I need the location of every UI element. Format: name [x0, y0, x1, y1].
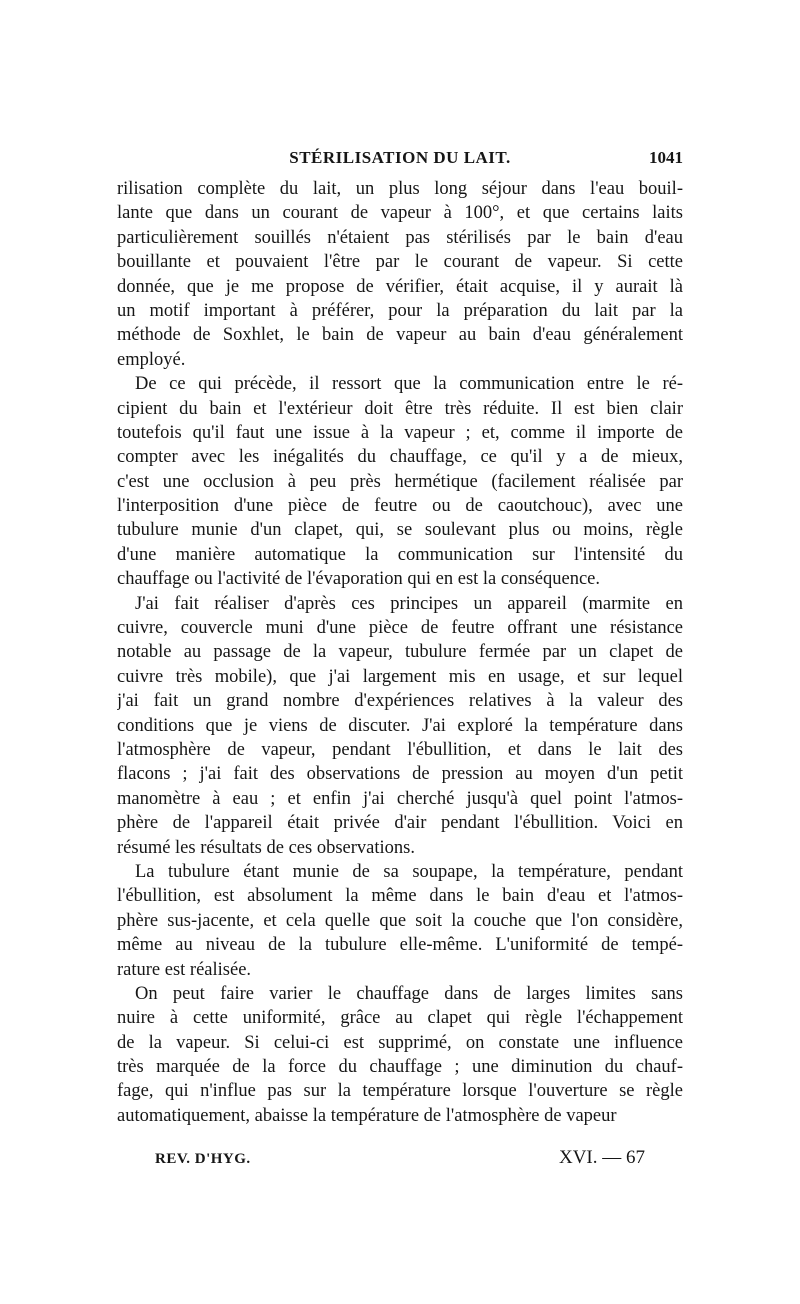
- paragraph: [117, 177, 683, 372]
- text-line: notable au passage de la vapeur, tubulure fermée par un clapet de: [117, 642, 683, 663]
- volume-signature: XVI. — 67: [558, 1147, 645, 1168]
- text-line: c'est une occlusion à peu près hermétique (facilement réalisée par: [117, 471, 683, 492]
- text-line: conditions que je viens de discuter. J'ai exploré la température dans: [117, 715, 683, 736]
- text-line: On peut faire varier le chauffage dans de larges limites sans: [135, 983, 683, 1004]
- text-line: un motif important à préférer, pour la préparation du lait par la: [117, 300, 683, 321]
- text-line: flacons ; j'ai fait des observations de pression au moyen d'un petit: [117, 764, 683, 785]
- text-line: rilisation complète du lait, un plus long séjour dans l'eau bouil-: [117, 179, 683, 199]
- text-line: nuire à cette uniformité, grâce au clapet qui règle l'échappement: [117, 1008, 683, 1029]
- text-line: La tubulure étant munie de sa soupape, la température, pendant: [135, 861, 683, 882]
- text-line: de la vapeur. Si celui-ci est supprimé, on constate une influence: [117, 1032, 683, 1053]
- running-header: [117, 148, 683, 174]
- paragraph: [117, 592, 683, 860]
- text-line: toutefois qu'il faut une issue à la vapeur ; et, comme il importe de: [117, 422, 683, 443]
- text-line: compter avec les inégalités du chauffage, ce qu'il y a de mieux,: [117, 447, 683, 468]
- text-line: particulièrement souillés n'étaient pas stérilisés par le bain d'eau: [117, 227, 683, 248]
- paragraph: [117, 372, 683, 592]
- text-line: J'ai fait réaliser d'après ces principes un appareil (marmite en: [135, 593, 683, 614]
- text-line: l'interposition d'une pièce de feutre ou de caoutchouc), avec une: [117, 496, 683, 517]
- text-line: De ce qui précède, il ressort que la communication entre le ré-: [135, 374, 683, 395]
- text-line: employé.: [117, 349, 186, 370]
- text-line: très marquée de la force du chauffage ; une diminution du chauf-: [117, 1057, 683, 1078]
- text-line: phère de l'appareil était privée d'air pendant l'ébullition. Voici en: [117, 813, 683, 834]
- text-line: bouillante et pouvaient l'être par le courant de vapeur. Si cette: [117, 252, 683, 273]
- text-line: phère sus-jacente, et cela quelle que soit la couche que l'on considère,: [117, 910, 683, 931]
- page-footer: [155, 1147, 645, 1173]
- text-line: l'ébullition, est absolument la même dans le bain d'eau et l'atmos-: [117, 886, 683, 907]
- text-line: résumé les résultats de ces observations.: [117, 837, 415, 858]
- text-line: cuivre très mobile), que j'ai largement mis en usage, et sur lequel: [117, 666, 683, 687]
- text-line: cuivre, couvercle muni d'une pièce de feutre offrant une résistance: [117, 618, 683, 639]
- body-text: [117, 177, 683, 1128]
- running-title: STÉRILISATION DU LAIT.: [289, 148, 511, 167]
- paragraph: [117, 860, 683, 982]
- text-line: donnée, que je me propose de vérifier, était acquise, il y aurait là: [117, 276, 683, 297]
- text-line: cipient du bain et l'extérieur doit être très réduite. Il est bien clair: [117, 398, 683, 419]
- journal-abbreviation: REV. D'HYG.: [155, 1151, 251, 1167]
- text-line: tubulure munie d'un clapet, qui, se soulevant plus ou moins, règle: [117, 520, 683, 541]
- text-line: l'atmosphère de vapeur, pendant l'ébullition, et dans le lait des: [117, 739, 683, 760]
- text-line: fage, qui n'influe pas sur la température lorsque l'ouverture se règle: [117, 1081, 683, 1102]
- text-line: d'une manière automatique la communication sur l'intensité du: [117, 544, 683, 565]
- text-line: chauffage ou l'activité de l'évaporation qui en est la conséquence.: [117, 569, 601, 590]
- paragraph: [117, 982, 683, 1128]
- text-line: manomètre à eau ; et enfin j'ai cherché jusqu'à quel point l'atmos-: [117, 788, 683, 809]
- text-line: méthode de Soxhlet, le bain de vapeur au bain d'eau généralement: [117, 325, 683, 346]
- page-number: 1041: [649, 148, 683, 167]
- text-line: automatiquement, abaisse la température de l'atmosphère de vapeur: [117, 1105, 617, 1126]
- text-line: j'ai fait un grand nombre d'expériences relatives à la valeur des: [117, 691, 683, 712]
- text-line: rature est réalisée.: [117, 959, 252, 980]
- text-line: même au niveau de la tubulure elle-même. L'uniformité de tempé-: [117, 935, 683, 956]
- text-line: lante que dans un courant de vapeur à 100°, et que certains laits: [117, 203, 683, 224]
